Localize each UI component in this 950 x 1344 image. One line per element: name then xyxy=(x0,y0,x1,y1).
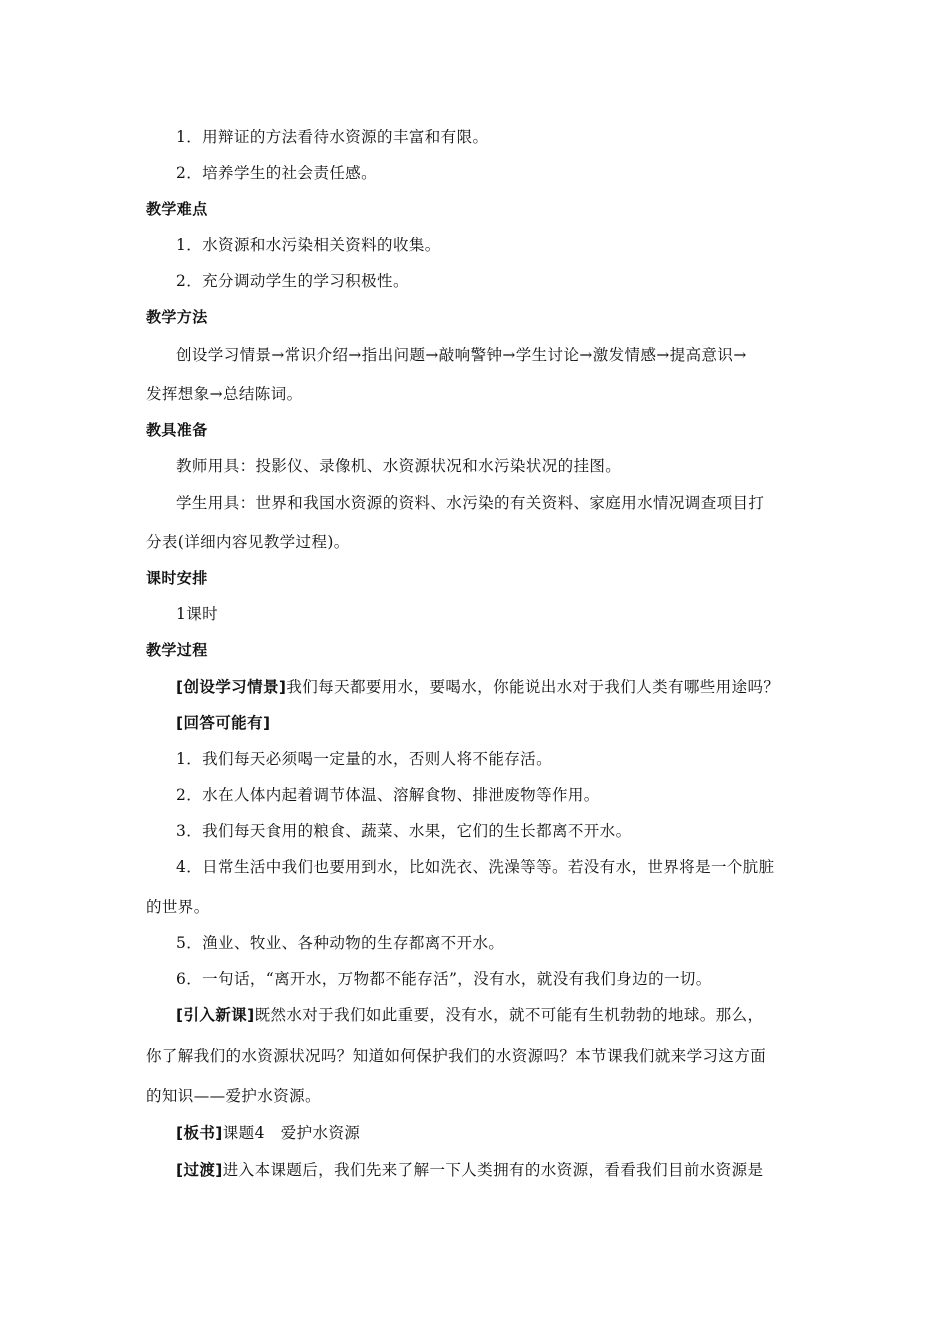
transition-text: 进入本课题后，我们先来了解一下人类拥有的水资源，看看我们目前水资源是 xyxy=(222,1161,764,1179)
student-tools: 学生用具：世界和我国水资源的资料、水污染的有关资料、家庭用水情况调查项目打 xyxy=(176,494,765,512)
intro-paragraph xyxy=(176,1005,836,1025)
answer-item: 3．我们每天食用的粮食、蔬菜、水果，它们的生长都离不开水。 xyxy=(176,822,632,840)
intro-text-continued: 你了解我们的水资源状况吗？知道如何保护我们的水资源吗？本节课我们就来学习这方面 xyxy=(146,1047,767,1065)
board-paragraph xyxy=(176,1123,836,1143)
teacher-tools: 教师用具：投影仪、录像机、水资源状况和水污染状况的挂图。 xyxy=(176,457,622,475)
section-heading-method: 教学方法 xyxy=(146,308,208,326)
objective-item: 2．培养学生的社会责任感。 xyxy=(176,164,378,182)
answer-item: 5．渔业、牧业、各种动物的生存都离不开水。 xyxy=(176,934,505,952)
method-text: 创设学习情景→常识介绍→指出问题→敲响警钟→学生讨论→激发情感→提高意识→ xyxy=(176,346,747,364)
scene-paragraph xyxy=(176,677,836,697)
scene-tag: [创设学习情景] xyxy=(176,678,287,696)
method-text-continued: 发挥想象→总结陈词。 xyxy=(146,385,303,403)
section-heading-tools: 教具准备 xyxy=(146,421,208,439)
section-heading-schedule: 课时安排 xyxy=(146,569,208,587)
transition-tag: [过渡] xyxy=(176,1161,223,1179)
answer-item: 2．水在人体内起着调节体温、溶解食物、排泄废物等作用。 xyxy=(176,786,600,804)
intro-text: 既然水对于我们如此重要，没有水，就不可能有生机勃勃的地球。那么， xyxy=(254,1006,764,1024)
difficulty-item: 2．充分调动学生的学习积极性。 xyxy=(176,272,409,290)
answer-item: 4．日常生活中我们也要用到水，比如洗衣、洗澡等等。若没有水，世界将是一个肮脏 xyxy=(176,858,775,876)
scene-text: 我们每天都要用水，要喝水，你能说出水对于我们人类有哪些用途吗？ xyxy=(286,678,780,696)
student-tools-continued: 分表(详细内容见教学过程)。 xyxy=(146,533,350,551)
board-text: 课题4 爱护水资源 xyxy=(222,1124,361,1142)
intro-tag: [引入新课] xyxy=(176,1006,255,1024)
section-heading-difficulty: 教学难点 xyxy=(146,200,208,218)
intro-text-continued: 的知识——爱护水资源。 xyxy=(146,1087,321,1105)
difficulty-item: 1．水资源和水污染相关资料的收集。 xyxy=(176,236,441,254)
schedule-value: 1课时 xyxy=(176,605,219,623)
section-heading-process: 教学过程 xyxy=(146,641,208,659)
objective-item: 1．用辩证的方法看待水资源的丰富和有限。 xyxy=(176,128,489,146)
answer-item: 1．我们每天必须喝一定量的水，否则人将不能存活。 xyxy=(176,750,552,768)
answer-item: 6．一句话，“离开水，万物都不能存活”，没有水，就没有我们身边的一切。 xyxy=(176,970,712,988)
answer-item-continued: 的世界。 xyxy=(146,898,210,916)
transition-paragraph xyxy=(176,1160,836,1180)
board-tag: [板书] xyxy=(176,1124,223,1142)
answers-tag: [回答可能有] xyxy=(176,714,271,732)
